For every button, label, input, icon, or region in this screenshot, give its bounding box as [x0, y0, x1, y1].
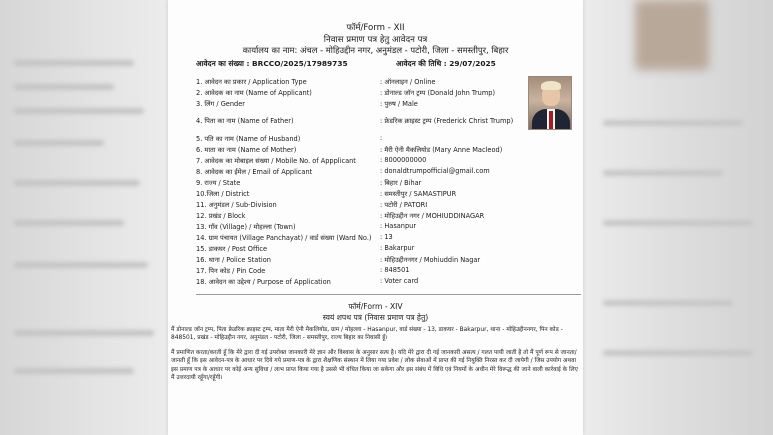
- blurred-background-left: [0, 0, 168, 435]
- detail-row: [196, 88, 526, 97]
- blurred-line: [14, 330, 154, 336]
- detail-label: 4. पिता का नाम (Name of Father): [196, 117, 294, 125]
- blurred-line: [14, 60, 134, 66]
- blurred-line: [14, 368, 134, 374]
- form-title: फॉर्म/Form - XII: [346, 23, 405, 33]
- detail-row: [196, 77, 526, 86]
- detail-label: 16. थाना / Police Station: [196, 256, 271, 264]
- detail-value: : डोनाल्ड जॉन ट्रम्प (Donald John Trump): [380, 89, 496, 97]
- detail-row: [196, 167, 526, 176]
- blurred-line: [14, 180, 140, 186]
- detail-row: [196, 266, 526, 275]
- detail-label: 17. पिन कोड / Pin Code: [196, 267, 266, 275]
- detail-row: [196, 134, 526, 143]
- detail-value: : 13: [380, 233, 393, 241]
- blurred-line: [603, 220, 753, 226]
- detail-row: [196, 222, 526, 231]
- detail-value: : पटोरी / PATORI: [380, 201, 428, 209]
- blurred-line: [603, 170, 723, 176]
- detail-value: : बिहार / Bihar: [380, 179, 422, 187]
- detail-label: 6. माता का नाम (Name of Mother): [196, 146, 297, 154]
- declaration-paragraph: मैं प्रमाणित करता/करती हूँ कि मेरे द्वारा दी गई उपरोक्त जानकारी मेरे ज्ञान और विश्वास के अनुसार सत्य है। यदि मेरे द्वारा दी गई जानकारी असत्य / गलत पायी जाती है तो मैं पूर्ण रूप से जानता/जानती हूँ कि इस आवेदन-पत्र के आधार पर दिये गये प्रमाण-पत्र के द्वारा शैक्षणिक संस्थान में लिया गया प्रवेश / लोक सेवाओं में प्राप्त की गई नियुक्ति निरस्त कर दी जायेगी / जिस उपयोग अथवा इस प्रमाण पत्र के आधार पर कोई अन्य सुविधा / लाभ प्राप्त किया गया है उससे भी वंचित किया जा सकेगा और इस संबंध में विधि एवं नियमों के अधीन मेरे विरूद्ध की जाने वाली कार्रवाई के लिए मैं उत्तरदायी रहूँगा/रहूँगी।: [171, 350, 578, 381]
- detail-label: 18. आवेदन का उद्देश्य / Purpose of Application: [196, 278, 331, 286]
- blurred-photo: [635, 0, 709, 70]
- detail-value: : Hasanpur: [380, 222, 417, 230]
- detail-label: 13. गाँव (Village) / मोहल्ला (Town): [196, 223, 296, 231]
- form-subtitle: निवास प्रमाण पत्र हेतु आवेदन पत्र: [323, 35, 428, 45]
- detail-label: 11. अनुमंडल / Sub-Division: [196, 201, 277, 209]
- detail-row: [196, 211, 526, 220]
- blurred-line: [14, 262, 148, 268]
- office-name: कार्यालय का नाम: अंचल - मोहिउद्दीन नगर, अनुमंडल - पटोरी, जिला - समस्तीपुर, बिहार: [242, 45, 509, 55]
- blurred-line: [603, 120, 743, 126]
- detail-row: [196, 99, 526, 108]
- detail-value: : फ्रेडरिक क्राइस्ट ट्रम्प (Frederick Christ Trump): [380, 117, 514, 125]
- detail-label: 8. आवेदक का ईमेल / Email of Applicant: [196, 168, 313, 176]
- detail-value: : Bakarpur: [380, 244, 415, 252]
- application-date: आवेदन की तिथि : 29/07/2025: [396, 59, 496, 68]
- blurred-line: [14, 84, 114, 90]
- section-divider: [196, 294, 581, 295]
- detail-label: 14. ग्राम पंचायत (Village Panchayat) / वार्ड संख्या (Ward No.): [196, 234, 372, 242]
- detail-value: :: [380, 134, 383, 142]
- application-number: आवेदन का संख्या : BRCCO/2025/17989735: [196, 59, 348, 68]
- detail-row: [196, 156, 526, 165]
- blurred-line: [14, 220, 124, 226]
- detail-label: 7. आवेदक का मोबाइल संख्या / Mobile No. of Appplicant: [196, 157, 356, 165]
- detail-value: : ऑनलाइन / Online: [380, 78, 436, 86]
- detail-row: [196, 200, 526, 209]
- detail-label: 9. राज्य / State: [196, 179, 241, 187]
- detail-value: : समस्तीपुर / SAMASTIPUR: [380, 190, 457, 198]
- detail-row: [196, 277, 526, 286]
- detail-row: [196, 116, 526, 125]
- detail-label: 5. पति का नाम (Name of Husband): [196, 135, 301, 143]
- detail-value: : पुरुष / Male: [380, 100, 418, 108]
- blurred-line: [603, 300, 733, 306]
- detail-row: [196, 145, 526, 154]
- detail-row: [196, 233, 526, 242]
- blurred-background-right: [583, 0, 773, 435]
- detail-value: : 8000000000: [380, 156, 427, 164]
- blurred-line: [14, 108, 144, 114]
- detail-value: : मोहिउद्दीननगर / Mohiuddin Nagar: [380, 256, 481, 264]
- detail-label: 15. डाकघर / Post Office: [196, 245, 268, 253]
- detail-label: 1. आवेदन का प्रकार / Application Type: [196, 78, 307, 86]
- blurred-line: [603, 350, 753, 356]
- declaration-form-title: फॉर्म/Form - XIV: [348, 302, 403, 311]
- detail-value: : 848501: [380, 266, 410, 274]
- certificate-document: [168, 0, 583, 435]
- detail-value: : मोहिउद्दीन नगर / MOHIUDDINAGAR: [380, 212, 485, 220]
- applicant-photo: [528, 76, 572, 130]
- detail-row: [196, 244, 526, 253]
- detail-label: 12. प्रखंड / Block: [196, 212, 246, 220]
- detail-label: 3. लिंग / Gender: [196, 100, 245, 108]
- detail-row: [196, 255, 526, 264]
- detail-row: [196, 189, 526, 198]
- detail-value: : Voter card: [380, 277, 419, 285]
- detail-row: [196, 178, 526, 187]
- declaration-subtitle: स्वयं शपथ पत्र (निवास प्रमाण पत्र हेतु): [322, 313, 429, 322]
- declaration-paragraph: मैं डोनाल्ड जॉन ट्रम्प, पिता फ्रेडरिक क्राइस्ट ट्रम्प, माता मैरी ऐनी मैकलियोड, ग्राम / मोहल्ला - Hasanpur, वार्ड संख्या - 13, डाकघर - Bakarpur, थाना - मोहिउद्दीननगर, पिन कोड - 848501, प्रखंड - मोहिउद्दीन नगर, अनुमंडल - पटोरी, जिला - समस्तीपुर, राज्य बिहार का निवासी हूँ।: [171, 327, 563, 342]
- detail-value: : मैरी ऐनी मैकलियोड (Mary Anne Macleod): [380, 146, 503, 154]
- detail-label: 2. आवेदक का नाम (Name of Applicant): [196, 89, 312, 97]
- detail-label: 10.जिला / District: [196, 190, 250, 198]
- blurred-line: [14, 140, 104, 146]
- detail-value: : donaldtrumpofficial@gmail.com: [380, 167, 490, 175]
